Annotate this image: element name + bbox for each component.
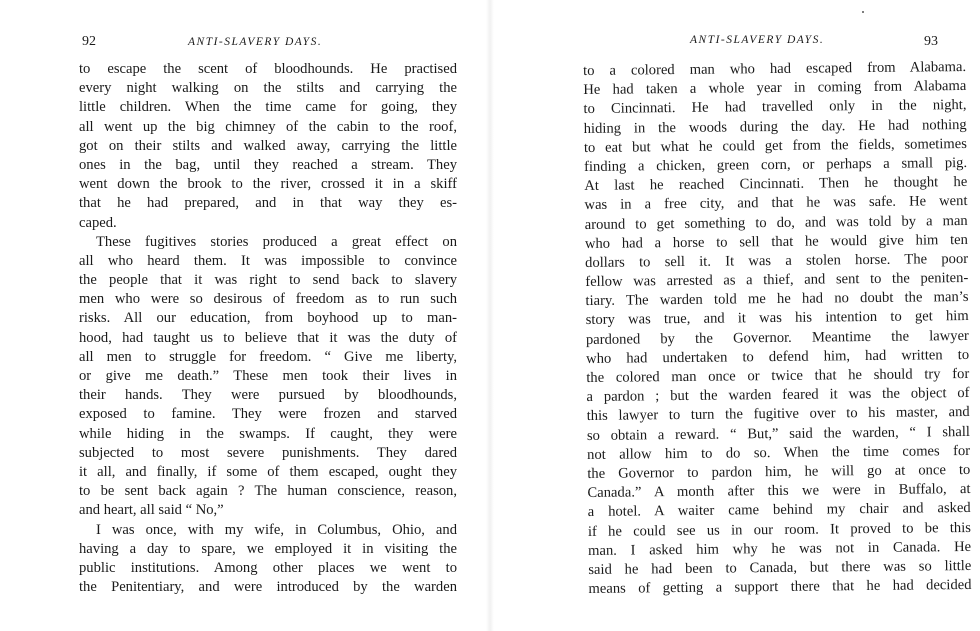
text-line: who had a horse to sell that he would give him ten: [584, 231, 968, 252]
text-line: so obtain a reward. “ But,” said the warden, “ I shall: [586, 423, 970, 444]
text-line: fellow was arrested as a thief, and sent to the peniten-: [585, 270, 969, 291]
text-line: hiding in the woods during the day. He had nothing: [583, 116, 967, 137]
running-head: ANTI-SLAVERY DAYS.: [188, 36, 323, 48]
text-line: He had taken a whole year in coming from Alabama: [583, 78, 967, 99]
text-line: got on their stilts and walked away, carrying the little: [79, 137, 457, 154]
text-line: while hiding in the swamps. If caught, they were: [79, 425, 457, 442]
text-line: hood, had taught us to believe that it was the duty of: [79, 329, 457, 346]
text-line: the colored man once or twice that he should try for: [586, 365, 970, 386]
text-line: men who were so desirous of freedom as to run such: [79, 291, 457, 308]
text-line: caped.: [79, 214, 117, 231]
text-line: their hands. They were pursued by bloodhounds,: [79, 387, 457, 404]
text-line: subjected to most severe punishments. They dared: [79, 444, 457, 461]
text-line: pardoned by the Governor. Meantime the lawyer: [585, 327, 969, 348]
text-line: all who heard them. It was impossible to convince: [79, 252, 457, 269]
text-line: or give me death.” These men took their lives in: [79, 368, 457, 384]
page-number: 92: [82, 34, 96, 49]
text-line: I was once, with my wife, in Columbus, Ohio, and: [96, 521, 457, 538]
text-line: every night walking on the stilts and carrying the: [79, 80, 457, 97]
text-line: finding a chicken, green corn, or perhaps a small pig.: [584, 154, 968, 175]
text-line: that he had prepared, and in that way they es-: [79, 195, 457, 212]
text-line: to be sent back again ? The human conscience, reason,: [79, 483, 457, 500]
text-line: around to get something to do, and was told by a man: [584, 212, 968, 233]
page-number: 93: [924, 34, 938, 49]
text-line: went down the brook to the river, crossed it in a skiff: [79, 176, 457, 193]
text-line: a pardon ; but the warden feared it was the object of: [586, 385, 970, 406]
text-line: not allow him to do so. When the time comes for: [587, 442, 971, 463]
text-line: it all, and finally, if some of them escaped, ought they: [79, 463, 457, 480]
text-line: a hotel. A waiter came behind my chair and asked: [587, 500, 971, 521]
running-head: ANTI-SLAVERY DAYS.: [690, 34, 825, 46]
text-line: dollars to sell it. It was a stolen horse. The poor: [585, 250, 969, 271]
text-line: said he had been to Canada, but there was so little: [588, 557, 972, 578]
page-text: [79, 60, 457, 597]
right-page: [490, 0, 980, 631]
text-line: At last he reached Cincinnati. Then he thought he: [584, 174, 968, 195]
text-line: all men to struggle for freedom. “ Give me liberty,: [79, 348, 457, 365]
text-line: this lawyer to turn the fugitive over to his master, and: [586, 404, 970, 425]
text-line: all went up the big chimney of the cabin to the roof,: [79, 118, 457, 135]
text-line: to a colored man who had escaped from Alabama.: [583, 58, 967, 79]
text-line: exposed to famine. They were frozen and starved: [79, 406, 457, 423]
text-line: who had undertaken to defend him, had written to: [586, 346, 970, 367]
text-line: the Governor to pardon him, he will go at once to: [587, 461, 971, 482]
text-line: tiary. The warden told me he had no doubt the man’s: [585, 289, 969, 310]
page-text: [583, 58, 972, 599]
text-line: These fugitives stories produced a great effect on: [96, 233, 457, 250]
text-line: the Penitentiary, and were introduced by the warden: [79, 579, 457, 596]
text-line: was in a free city, and that he was safe. He went: [584, 193, 968, 214]
text-line: to escape the scent of bloodhounds. He practised: [79, 61, 457, 77]
text-line: Canada.” A month after this we were in Buffalo, at: [587, 481, 971, 502]
text-line: means of getting a support there that he had decided: [588, 577, 972, 598]
text-line: if he could see us in our room. It proved to be this: [587, 519, 971, 540]
text-line: the people that it was right to send back to slavery: [79, 272, 457, 289]
text-line: risks. All our education, from boyhood up to man-: [79, 310, 457, 327]
text-line: having a day to spare, we employed it in visiting the: [79, 540, 457, 557]
text-line: ones in the bag, until they reached a stream. They: [79, 156, 457, 173]
text-line: to eat but what he could get from the fields, sometimes: [583, 135, 967, 156]
dust-speck: [862, 11, 864, 13]
text-line: and heart, all said “ No,”: [79, 502, 224, 519]
text-line: to Cincinnati. He had travelled only in the night,: [583, 97, 967, 118]
text-line: little children. When the time came for going, they: [79, 99, 457, 116]
text-line: public institutions. Among other places we went to: [79, 559, 457, 576]
text-line: man. I asked him why he was not in Canada. He: [588, 538, 972, 559]
text-line: story was true, and it was his intention to get him: [585, 308, 969, 329]
